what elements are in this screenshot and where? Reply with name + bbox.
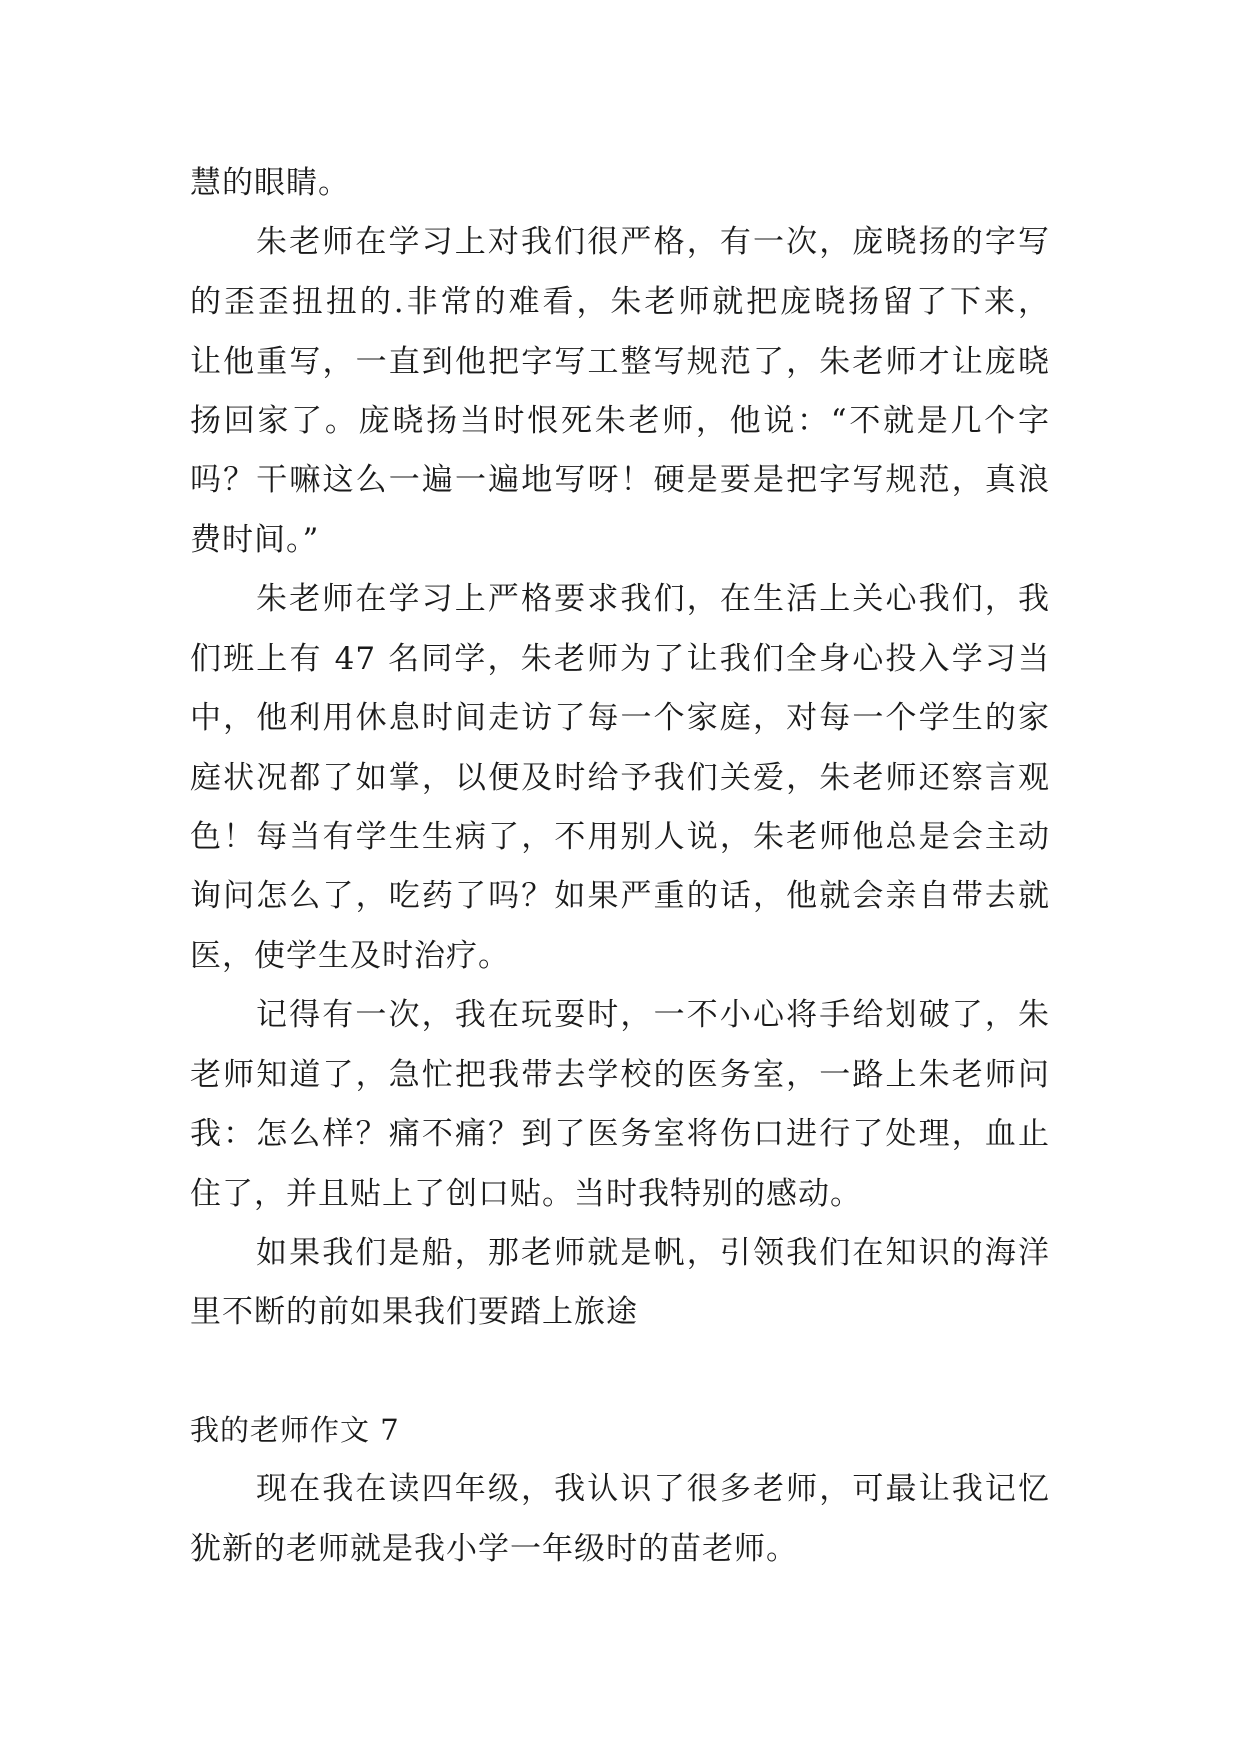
text-line: 记得有一次，我在玩耍时，一不小心将手给划破了，朱 <box>256 997 1050 1033</box>
text-line: 朱老师在学习上严格要求我们，在生活上关心我们，我 <box>256 581 1050 617</box>
text-line: 询问怎么了，吃药了吗？如果严重的话，他就会亲自带去就 <box>190 878 1050 914</box>
text-line: 让他重写，一直到他把字写工整写规范了，朱老师才让庞晓 <box>190 344 1050 380</box>
text-line: 吗？干嘛这么一遍一遍地写呀！硬是要是把字写规范，真浪 <box>190 462 1050 498</box>
text-line: 费时间。” <box>190 522 320 558</box>
text-line: 住了，并且贴上了创口贴。当时我特别的感动。 <box>190 1176 862 1212</box>
section-heading: 我的老师作文 7 <box>190 1413 400 1447</box>
text-line: 色！每当有学生生病了，不用别人说，朱老师他总是会主动 <box>190 819 1050 855</box>
text-line: 扬回家了。庞晓扬当时恨死朱老师，他说：“不就是几个字 <box>190 403 1050 439</box>
text-line: 中，他利用休息时间走访了每一个家庭，对每一个学生的家 <box>190 700 1050 736</box>
text-line: 老师知道了，急忙把我带去学校的医务室，一路上朱老师问 <box>190 1057 1050 1093</box>
text-line: 犹新的老师就是我小学一年级时的苗老师。 <box>190 1531 798 1567</box>
text-line: 朱老师在学习上对我们很严格，有一次，庞晓扬的字写 <box>256 224 1050 260</box>
text-line: 的歪歪扭扭的.非常的难看，朱老师就把庞晓扬留了下来， <box>190 284 1050 320</box>
text-line: 庭状况都了如掌，以便及时给予我们关爱，朱老师还察言观 <box>190 760 1050 796</box>
text-line: 如果我们是船，那老师就是帆，引领我们在知识的海洋 <box>256 1235 1050 1271</box>
text-line: 里不断的前如果我们要踏上旅途 <box>190 1294 638 1330</box>
text-line: 慧的眼睛。 <box>190 165 350 201</box>
text-line: 医，使学生及时治疗。 <box>190 938 510 974</box>
text-line: 们班上有 47 名同学，朱老师为了让我们全身心投入学习当 <box>190 641 1050 677</box>
text-line: 现在我在读四年级，我认识了很多老师，可最让我记忆 <box>256 1471 1050 1507</box>
text-line: 我：怎么样？痛不痛？到了医务室将伤口进行了处理，血止 <box>190 1116 1050 1152</box>
